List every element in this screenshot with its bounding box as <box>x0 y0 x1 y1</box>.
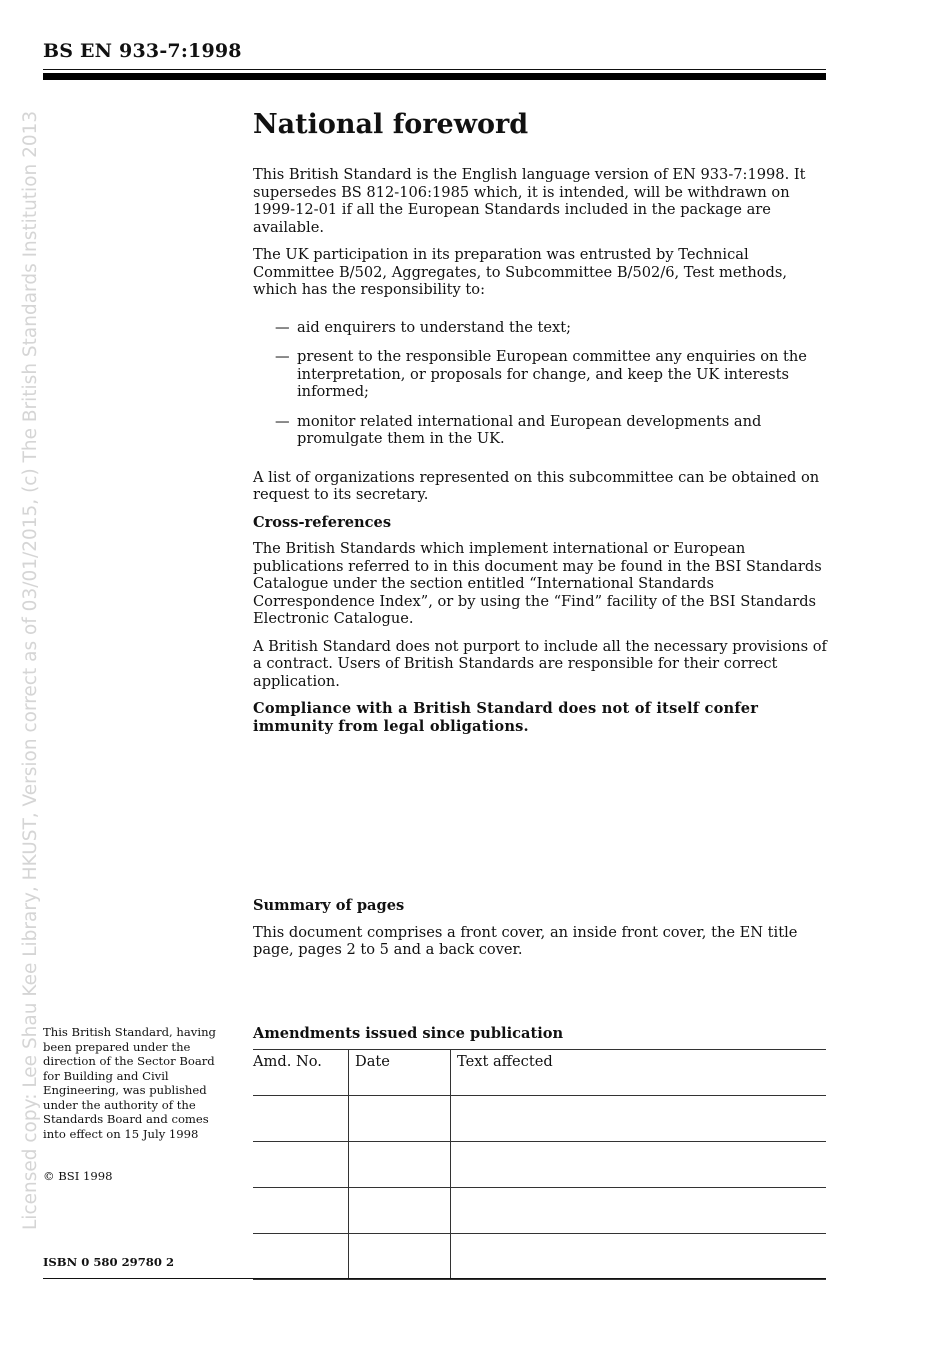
table-cell <box>253 1142 349 1188</box>
table-row <box>253 1234 826 1280</box>
dash-marker: — <box>275 412 290 430</box>
table-cell <box>451 1142 827 1188</box>
national-foreword-section <box>253 108 827 745</box>
dash-marker: — <box>275 318 290 336</box>
table-cell <box>349 1188 451 1234</box>
table-cell <box>253 1234 349 1280</box>
amendments-table <box>253 1049 826 1280</box>
amendments-title: Amendments issued since publication <box>253 1025 564 1042</box>
column-header-amd-no: Amd. No. <box>253 1050 349 1096</box>
dash-marker: — <box>275 348 290 365</box>
list-item-text: monitor related international and European developments and promulgate them in the UK. <box>297 412 762 447</box>
summary-of-pages-section <box>253 897 827 969</box>
table-cell <box>451 1234 827 1280</box>
table-row <box>253 1142 826 1188</box>
paragraph-provisions: A British Standard does not purport to include all the necessary provisions of a contract. Users of British Standards are responsible for their correct application. <box>253 637 827 690</box>
isbn-number: ISBN 0 580 29780 2 <box>43 1255 175 1269</box>
table-cell <box>349 1096 451 1142</box>
table-cell <box>253 1096 349 1142</box>
list-item <box>275 348 827 401</box>
paragraph-organizations: A list of organizations represented on this subcommittee can be obtained on request to its secretary. <box>253 468 820 503</box>
header-thick-rule <box>43 73 826 80</box>
table-cell <box>451 1188 827 1234</box>
page-title: National foreword <box>253 109 529 140</box>
list-item <box>275 319 827 337</box>
header-thin-rule <box>43 69 826 70</box>
summary-heading: Summary of pages <box>253 897 405 914</box>
paragraph-participation: The UK participation in its preparation was entrusted by Technical Committee B/502, Aggregates, to Subcommittee B/502/6, Test methods, which has the responsibility to: <box>253 246 788 298</box>
footer-rule <box>43 1278 826 1279</box>
paragraph-supersedes: This British Standard is the English language version of EN 933-7:1998. It supersedes BS 812-106:1985 which, it is intended, will be withdrawn on 1999-12-01 if all the European Standards included in the package are available. <box>253 166 806 236</box>
responsibility-list <box>275 319 827 448</box>
table-row <box>253 1188 826 1234</box>
cross-references-heading: Cross-references <box>253 513 392 531</box>
copyright-notice: © BSI 1998 <box>43 1169 113 1183</box>
table-row <box>253 1096 826 1142</box>
document-code: BS EN 933-7:1998 <box>43 40 242 62</box>
column-header-text-affected: Text affected <box>451 1050 827 1096</box>
table-cell <box>451 1096 827 1142</box>
summary-text: This document comprises a front cover, an inside front cover, the EN title page, pages 2 to 5 and a back cover. <box>253 923 798 958</box>
table-cell <box>349 1234 451 1280</box>
list-item-text: present to the responsible European committee any enquiries on the interpretation, or proposals for change, and keep the UK interests informed; <box>297 348 807 400</box>
table-cell <box>349 1142 451 1188</box>
list-item <box>275 413 827 448</box>
license-watermark: Licensed copy: Lee Shau Kee Library, HKUST, Version correct as of 03/01/2015, (c) The British Standards Institution 2013 <box>20 110 41 1230</box>
table-cell <box>253 1188 349 1234</box>
paragraph-cross-references: The British Standards which implement international or European publications referred to in this document may be found in the BSI Standards Catalogue under the section entitled “International Standards Correspondence Index”, or by using the “Find” facility of the BSI Standards Electronic Catalogue. <box>253 540 822 627</box>
list-item-text: aid enquirers to understand the text; <box>297 318 572 336</box>
compliance-statement: Compliance with a British Standard does not of itself confer immunity from legal obligations. <box>253 700 759 735</box>
table-header-row <box>253 1050 826 1096</box>
column-header-date: Date <box>349 1050 451 1096</box>
publication-sidenote: This British Standard, having been prepared under the direction of the Sector Board for Building and Civil Engineering, was published under the authority of the Standards Board and comes into effect on 15 July 1998 <box>43 1025 216 1141</box>
